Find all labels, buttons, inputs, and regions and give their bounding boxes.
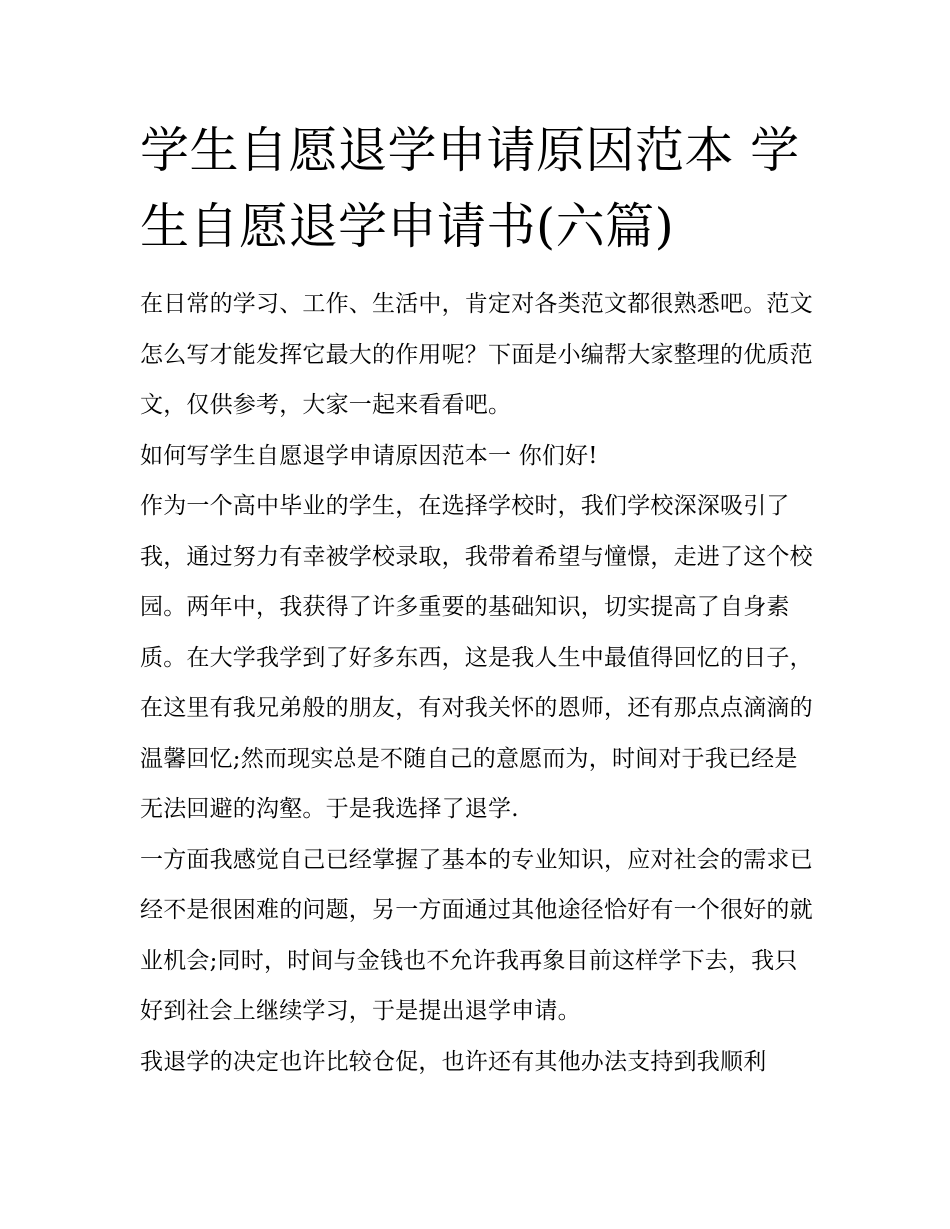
body-paragraph: 一方面我感觉自己已经掌握了基本的专业知识，应对社会的需求已经不是很困难的问题，另一方面通过其他途径恰好有一个很好的就业机会;同时，时间与金钱也不允许我再象目前这样学下去，我只好到社会上继续学习，于是提出退学申请。 [140,846,813,1024]
body-paragraph: 作为一个高中毕业的学生，在选择学校时，我们学校深深吸引了我，通过努力有幸被学校录取，我带着希望与憧憬，走进了这个校园。两年中，我获得了许多重要的基础知识，切实提高了自身素质。在大学我学到了好多东西，这是我人生中最值得回忆的日子，在这里有我兄弟般的朋友，有对我关怀的恩师，还有那点点滴滴的温馨回忆;然而现实总是不随自己的意愿而为，时间对于我已经是无法回避的沟壑。于是我选择了退学. [140,493,813,822]
intro-paragraph: 在日常的学习、工作、生活中，肯定对各类范文都很熟悉吧。范文怎么写才能发挥它最大的作用呢？下面是小编帮大家整理的优质范文，仅供参考，大家一起来看看吧。 [140,291,813,418]
document-page [140,113,820,1087]
document-title: 学生自愿退学申请原因范本 学生自愿退学申请书(六篇) [140,122,800,255]
document-body [140,279,820,1087]
section-heading: 如何写学生自愿退学申请原因范本一 你们好! [140,442,598,469]
body-paragraph: 我退学的决定也许比较仓促，也许还有其他办法支持到我顺利 [140,1048,767,1075]
